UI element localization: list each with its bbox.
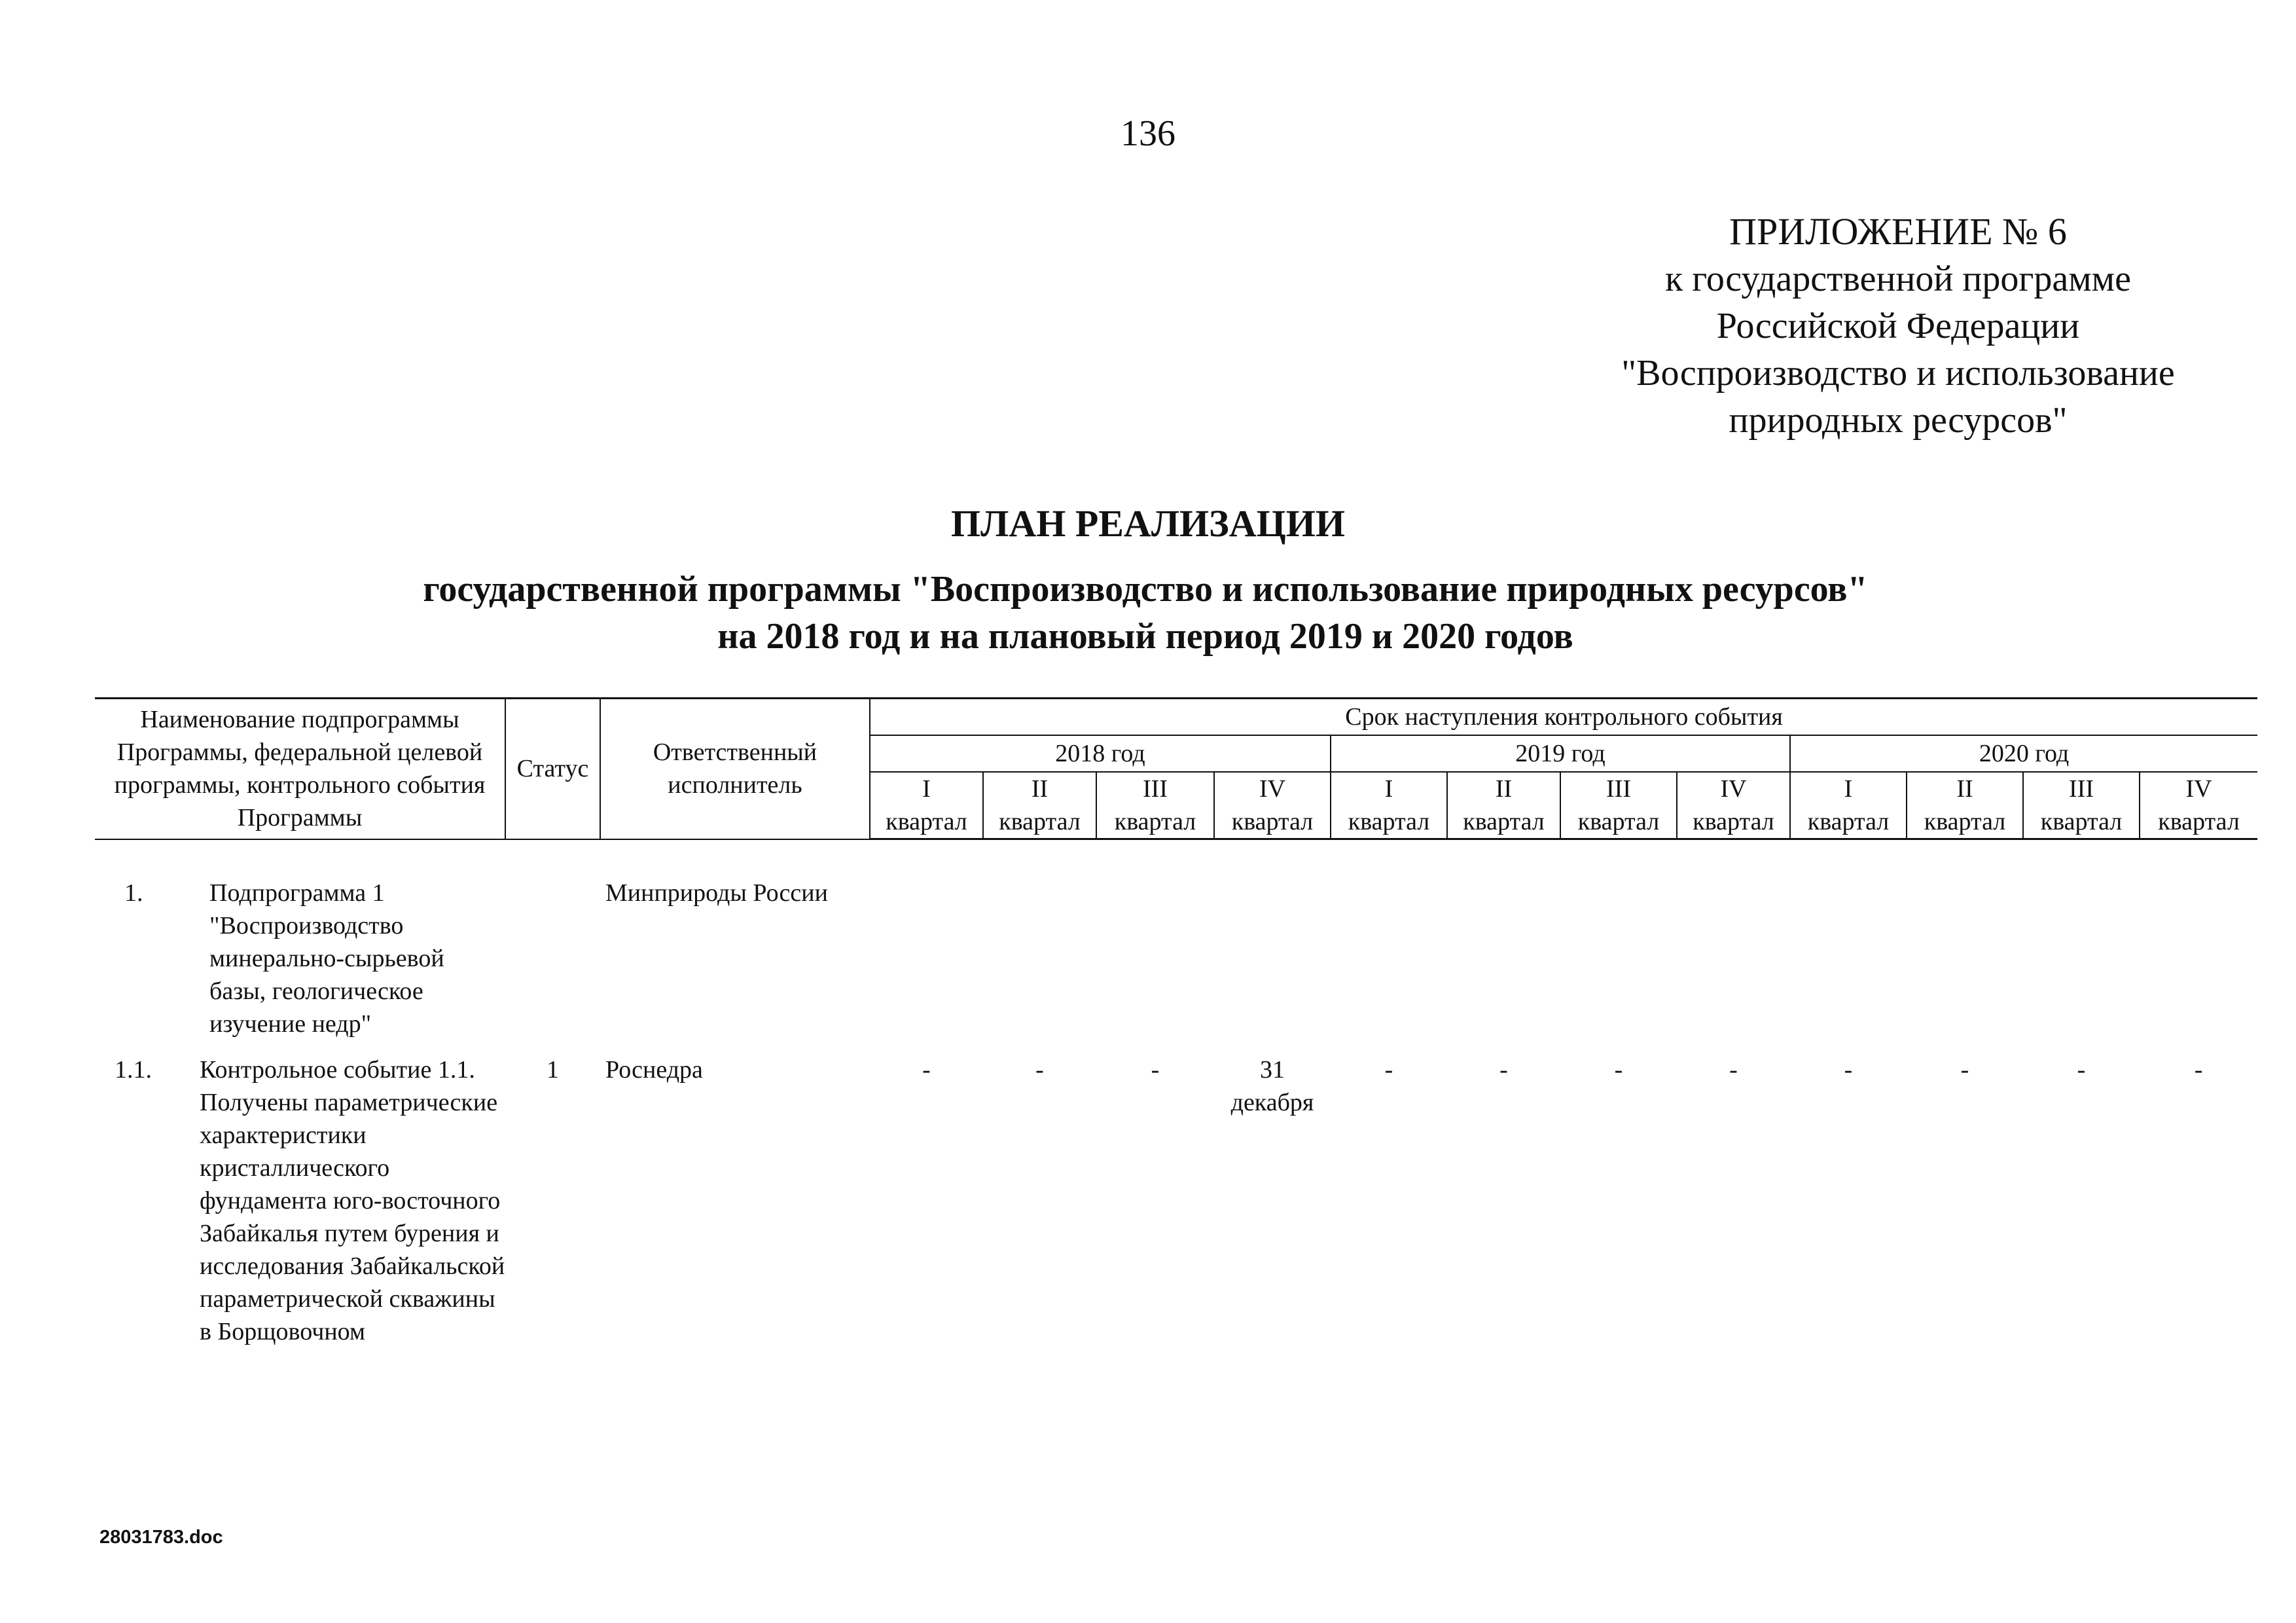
row-name-cell: [95, 1053, 505, 1348]
row-status: 1: [547, 1056, 559, 1084]
header-year: 2020 год: [1790, 735, 2257, 772]
appendix-line: к государственной программе: [1665, 259, 2131, 299]
row-quarter: [1447, 877, 1560, 1053]
row-quarter: [870, 877, 983, 1053]
header-quarter-word: квартал: [2023, 805, 2140, 839]
header-quarter-number: IV: [1677, 772, 1790, 805]
header-quarter-number: II: [1907, 772, 2023, 805]
row-quarter: [983, 877, 1096, 1053]
appendix-block: [1571, 208, 2225, 444]
header-quarter-number: II: [983, 772, 1096, 805]
header-quarter-number: IV: [1214, 772, 1331, 805]
row-quarter: -: [1035, 1056, 1044, 1084]
row-name-cell: [95, 877, 505, 1053]
header-quarter-word: квартал: [1907, 805, 2023, 839]
page-number: 136: [1121, 113, 1175, 154]
row-quarter: [1677, 877, 1790, 1053]
table-row: [95, 1053, 2257, 1348]
row-quarter: -: [2194, 1056, 2203, 1084]
row-quarter: [2023, 877, 2140, 1053]
row-quarter: [1214, 877, 1331, 1053]
row-quarter: [2140, 877, 2257, 1053]
header-quarter-number: I: [1331, 772, 1447, 805]
header-quarter-number: I: [870, 772, 983, 805]
header-name: Наименование подпрограммы Программы, федеральной целевой программы, контрольного события Программы: [95, 699, 505, 839]
row-quarter: -: [2077, 1056, 2086, 1084]
header-quarter-word: квартал: [1790, 805, 1907, 839]
appendix-line: природных ресурсов": [1729, 400, 2068, 441]
header-quarter-word: квартал: [1677, 805, 1790, 839]
row-quarter: [1907, 877, 2023, 1053]
header-responsible: Ответственный исполнитель: [600, 699, 870, 839]
row-number: 1.1.: [115, 1056, 152, 1084]
header-quarter-word: квартал: [870, 805, 983, 839]
subtitle-line: государственной программы "Воспроизводство и использование природных ресурсов": [423, 569, 1868, 610]
header-quarter-word: квартал: [1214, 805, 1331, 839]
header-quarter-word: квартал: [983, 805, 1096, 839]
header-quarter-number: III: [1560, 772, 1677, 805]
appendix-line: Российской Федерации: [1716, 306, 2080, 346]
row-quarter: [1790, 877, 1907, 1053]
row-quarter: -: [1151, 1056, 1160, 1084]
appendix-line: "Воспроизводство и использование: [1621, 353, 2175, 393]
header-quarter-word: квартал: [1560, 805, 1677, 839]
header-quarter-number: IV: [2140, 772, 2257, 805]
plan-table: [95, 697, 2257, 1348]
header-quarter-word: квартал: [2140, 805, 2257, 839]
row-name: Контрольное событие 1.1. Получены параметрические характеристики кристаллического фундамента юго-восточного Забайкалья путем бурения и исследования Забайкальской параметрической скважины в Борщовочном: [200, 1056, 505, 1345]
header-quarter-number: II: [1447, 772, 1560, 805]
row-name: Подпрограмма 1 "Воспроизводство минерально-сырьевой базы, геологическое изучение недр": [209, 879, 444, 1038]
row-quarter: 31 декабря: [1230, 1056, 1314, 1116]
row-responsible: Минприроды России: [605, 879, 828, 907]
row-quarter: [1560, 877, 1677, 1053]
row-quarter: [1331, 877, 1447, 1053]
subtitle-line: на 2018 год и на плановый период 2019 и 2020 годов: [717, 616, 1573, 657]
row-quarter: -: [1844, 1056, 1853, 1084]
header-year: 2018 год: [870, 735, 1331, 772]
row-quarter: -: [1499, 1056, 1508, 1084]
header-year: 2019 год: [1331, 735, 1790, 772]
header-quarter-word: квартал: [1447, 805, 1560, 839]
row-quarter: [1096, 877, 1214, 1053]
row-responsible: Роснедра: [605, 1056, 703, 1084]
header-quarter-number: III: [2023, 772, 2140, 805]
footer-doc-id: 28031783.doc: [99, 1527, 223, 1548]
table-row: [95, 877, 2257, 1053]
header-quarter-word: квартал: [1096, 805, 1214, 839]
header-quarter-number: I: [1790, 772, 1907, 805]
row-quarter: -: [1960, 1056, 1969, 1084]
row-number: 1.: [124, 879, 143, 907]
row-quarter: -: [1614, 1056, 1623, 1084]
appendix-title: ПРИЛОЖЕНИЕ № 6: [1729, 210, 2067, 253]
header-quarter-word: квартал: [1331, 805, 1447, 839]
row-quarter: -: [1384, 1056, 1393, 1084]
row-quarter: -: [1729, 1056, 1738, 1084]
plan-title: ПЛАН РЕАЛИЗАЦИИ: [950, 502, 1345, 545]
plan-subtitle: [262, 566, 2029, 660]
header-status: Статус: [505, 699, 600, 839]
header-deadline: Срок наступления контрольного события: [870, 699, 2257, 736]
plan-table-container: [95, 697, 2248, 1348]
row-status: [505, 877, 600, 1053]
row-quarter: -: [922, 1056, 931, 1084]
header-quarter-number: III: [1096, 772, 1214, 805]
